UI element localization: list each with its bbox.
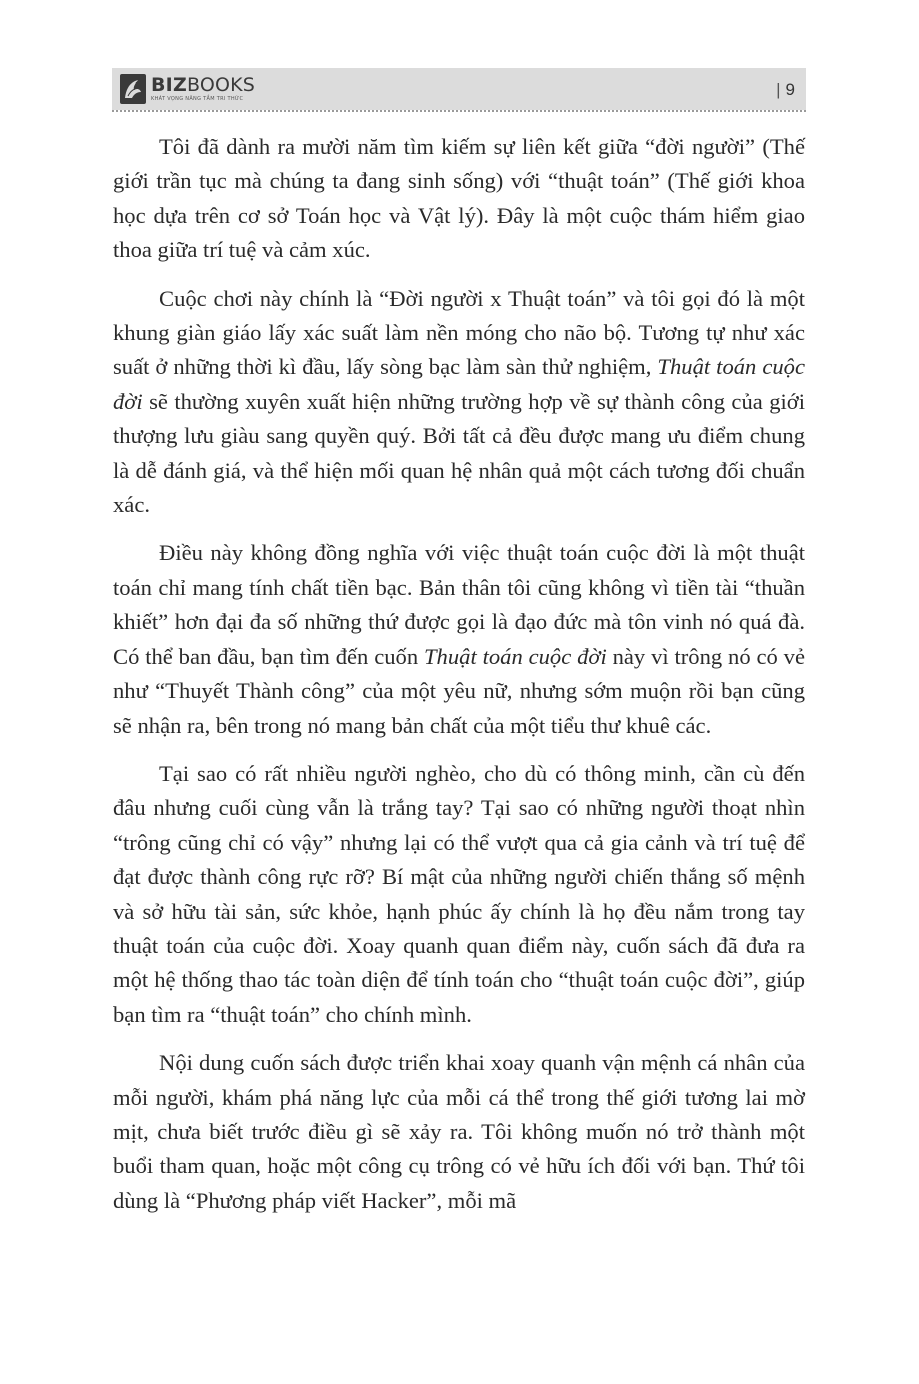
page-number-separator: | [776, 80, 781, 99]
brand-name [151, 76, 255, 95]
body-text [113, 130, 805, 1232]
paragraph-text: Nội dung cuốn sách được triển khai xoay quanh vận mệnh cá nhân của mỗi người, khám phá năng lực của mỗi cá thể trong thế giới tương lai mờ mịt, chưa biết trước điều gì sẽ xảy ra. Tôi không muốn nó trở thành một buổi tham quan, hoặc một công cụ trông có vẻ hữu ích đối với bạn. Thứ tôi dùng là “Phương pháp viết Hacker”, mỗi mã [113, 1050, 805, 1213]
paragraph [113, 282, 805, 523]
paragraph [113, 1046, 805, 1218]
paragraph [113, 757, 805, 1032]
paragraph-text: Điều này không đồng nghĩa với việc thuật toán cuộc đời là một thuật toán chỉ mang tính chất tiền bạc. Bản thân tôi cũng không vì tiền tài “thuần khiết” hơn đại đa số những thứ được gọi là đạo đức mà tôn vinh nó quá đà. Có thể ban đầu, bạn tìm đến cuốn [113, 540, 805, 669]
paragraph [113, 130, 805, 268]
page-number-value: 9 [785, 80, 795, 99]
header-dotted-rule [112, 110, 806, 112]
paragraph-text: sẽ thường xuyên xuất hiện những trường hợp về sự thành công của giới thượng lưu giàu sang quyền quý. Bởi tất cả đều được mang ưu điểm chung là dễ đánh giá, và thể hiện mối quan hệ nhân quả một cách tương đối chuẩn xác. [113, 388, 805, 518]
paragraph-text: Tôi đã dành ra mười năm tìm kiếm sự liên kết giữa “đời người” (Thế giới trần tục mà chúng ta đang sinh sống) với “thuật toán” (Thế giới khoa học dựa trên cơ sở Toán học và Vật lý). Đây là một cuộc thám hiểm giao thoa giữa trí tuệ và cảm xúc. [113, 134, 805, 263]
page-number [776, 80, 795, 100]
paragraph-text: này vì trông nó có vẻ như “Thuyết Thành công” của một yêu nữ, nhưng sớm muộn rồi bạn cũng sẽ nhận ra, bên trong nó mang bản chất của một tiểu thư khuê các. [113, 643, 805, 738]
book-title-italic: Thuật toán cuộc đời [113, 354, 805, 414]
paragraph [113, 536, 805, 742]
paragraph-text: Tại sao có rất nhiều người nghèo, cho dù có thông minh, cần cù đến đâu nhưng cuối cùng vẫn là trắng tay? Tại sao có những người thoạt nhìn “trông cũng chỉ có vậy” nhưng lại có thể vượt qua cả gia cảnh và trí tuệ để đạt được thành công rực rỡ? Bí mật của những người chiến thắng số mệnh và sở hữu tài sản, sức khỏe, hạnh phúc ấy chính là họ đều nắm trong tay thuật toán của cuộc đời. Xoay quanh quan điểm này, cuốn sách đã đưa ra một hệ thống thao tác toàn diện để tính toán cho “thuật toán cuộc đời”, giúp bạn tìm ra “thuật toán” cho chính mình. [113, 760, 805, 1027]
brand-name-light: BOOKS [186, 74, 256, 96]
brand-tagline: KHÁT VỌNG NÂNG TẦM TRI THỨC [151, 96, 244, 102]
paragraph-text: Cuộc chơi này chính là “Đời người x Thuật toán” và tôi gọi đó là một khung giàn giáo lấy xác suất làm nền móng cho não bộ. Tương tự như xác suất ở những thời kì đầu, lấy sòng bạc làm sàn thử nghiệm, [113, 285, 805, 380]
bizbooks-logo [120, 74, 255, 104]
book-title-italic: Thuật toán cuộc đời [423, 643, 607, 669]
brand-name-bold: BIZ [151, 74, 187, 96]
bizbooks-emblem-icon [120, 74, 146, 104]
